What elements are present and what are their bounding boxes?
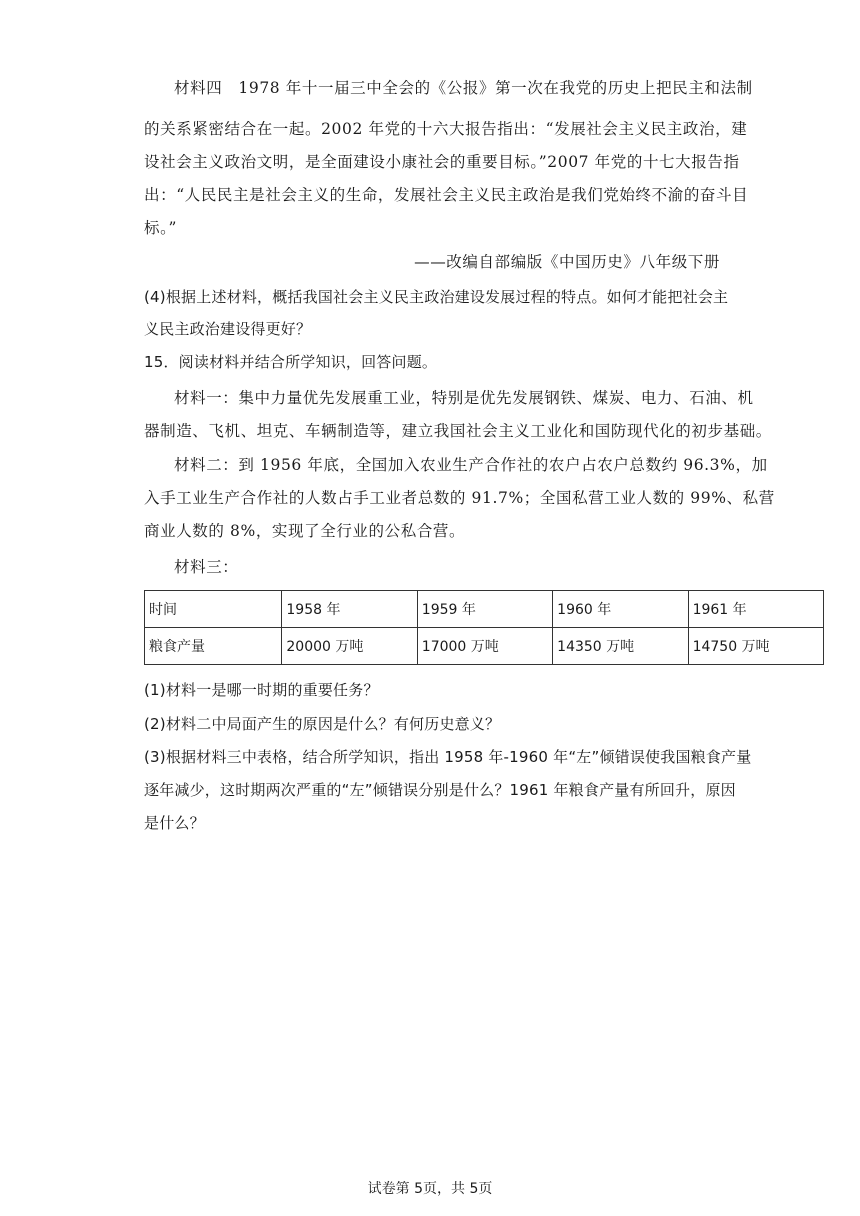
table-cell: 20000 万吨 <box>282 628 417 665</box>
q15-material2-line-3: 商业人数的 8%，实现了全行业的公私合营。 <box>144 522 466 540</box>
q15-material2-line-2: 入手工业生产合作社的人数占手工业者总数的 91.7%；全国私营工业人数的 99%、私营 <box>144 489 775 507</box>
page-footer: 试卷第 5页，共 5页 <box>367 1181 493 1197</box>
question4-line-2: 义民主政治建设得更好？ <box>144 320 312 338</box>
material4-line-4: 出：“人民民主是社会主义的生命，发展社会主义民主政治是我们党始终不渝的奋斗目 <box>144 186 749 204</box>
table-cell: 17000 万吨 <box>417 628 552 665</box>
material4-line-2: 的关系紧密结合在一起。2002 年党的十六大报告指出：“发展社会主义民主政治，建 <box>144 120 748 138</box>
table-cell: 14350 万吨 <box>553 628 688 665</box>
q15-material1-line-2: 器制造、飞机、坦克、车辆制造等，建立我国社会主义工业化和国防现代化的初步基础。 <box>144 422 772 440</box>
question15-title: 15．阅读材料并结合所学知识，回答问题。 <box>144 353 438 371</box>
table-cell: 粮食产量 <box>145 628 282 665</box>
q15-subquestion-1: (1)材料一是哪一时期的重要任务？ <box>144 681 379 699</box>
q15-material2-line-1: 材料二：到 1956 年底，全国加入农业生产合作社的农户占农户总数约 96.3%，加 <box>174 456 768 474</box>
q15-subquestion-2: (2)材料二中局面产生的原因是什么？有何历史意义？ <box>144 715 501 733</box>
table-header-cell: 1959 年 <box>417 591 552 628</box>
table-row <box>145 591 824 628</box>
material4-source: ——改编自部编版《中国历史》八年级下册 <box>414 253 720 271</box>
table-header-cell: 时间 <box>145 591 282 628</box>
table-header-cell: 1958 年 <box>282 591 417 628</box>
material4-line-3: 设社会主义政治文明，是全面建设小康社会的重要目标。”2007 年党的十七大报告指 <box>144 153 740 171</box>
material4-line-1: 材料四 1978 年十一届三中全会的《公报》第一次在我党的历史上把民主和法制 <box>174 79 753 97</box>
q15-material3-label: 材料三： <box>174 558 239 576</box>
table-row <box>145 628 824 665</box>
table-cell: 14750 万吨 <box>688 628 823 665</box>
q15-subquestion-3-line-2: 逐年减少，这时期两次严重的“左”倾错误分别是什么？1961 年粮食产量有所回升，原因 <box>144 781 736 799</box>
table-header-cell: 1960 年 <box>553 591 688 628</box>
q15-subquestion-3-line-1: (3)根据材料三中表格，结合所学知识，指出 1958 年-1960 年“左”倾错误使我国粮食产量 <box>144 748 752 766</box>
q15-subquestion-3-line-3: 是什么？ <box>144 814 205 832</box>
question4-line-1: (4)根据上述材料，概括我国社会主义民主政治建设发展过程的特点。如何才能把社会主 <box>144 288 729 306</box>
table-header-cell: 1961 年 <box>688 591 823 628</box>
q15-material1-line-1: 材料一：集中力量优先发展重工业，特别是优先发展钢铁、煤炭、电力、石油、机 <box>174 389 754 407</box>
grain-output-table <box>144 590 824 665</box>
material4-line-5: 标。” <box>144 219 177 237</box>
